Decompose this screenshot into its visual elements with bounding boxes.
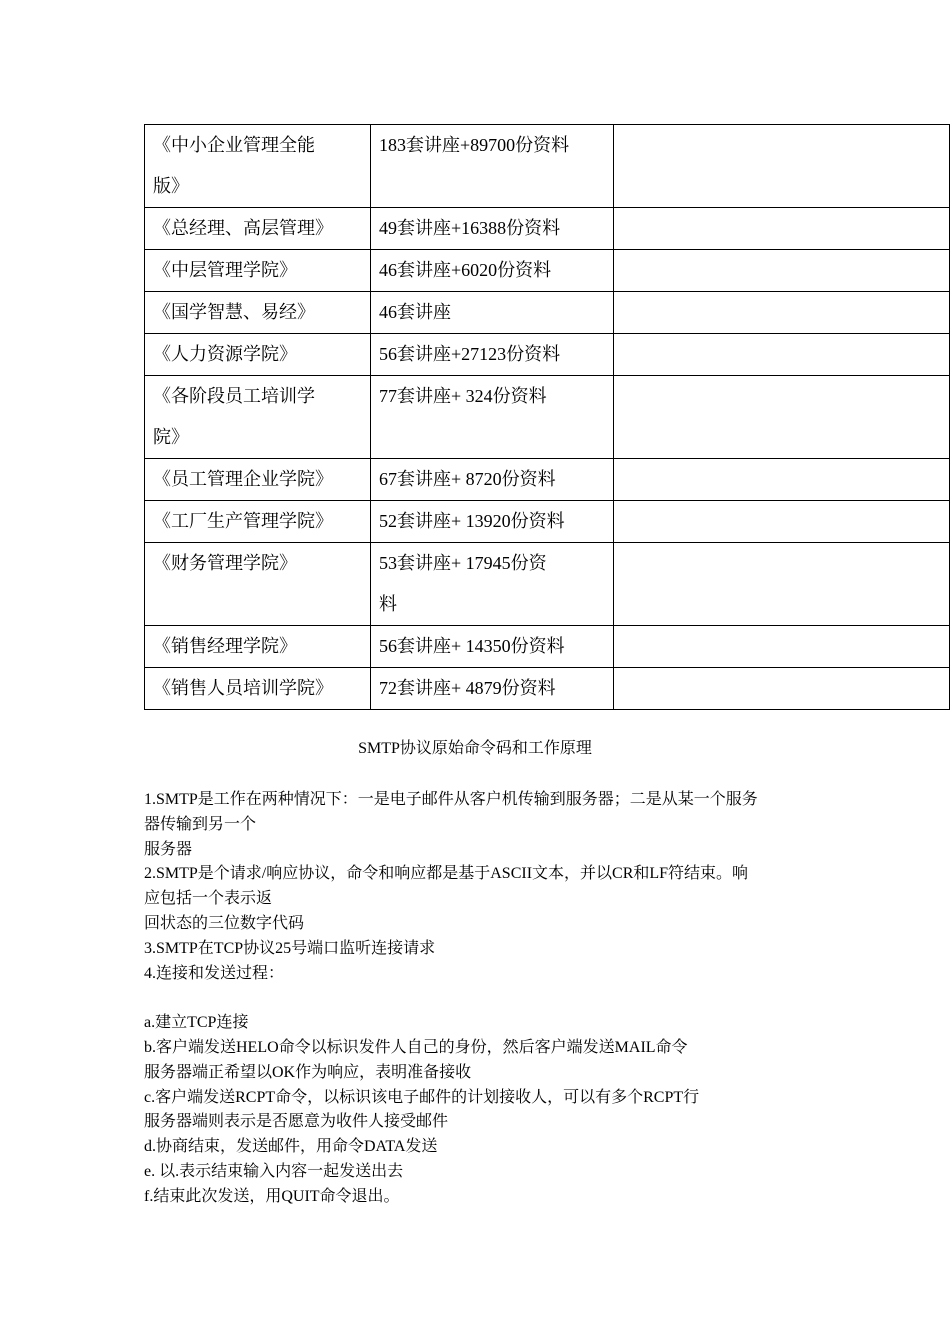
course-name-line: 《工厂生产管理学院》	[153, 511, 333, 531]
table-row	[145, 668, 950, 710]
course-name-line: 版》	[153, 176, 189, 196]
course-content-line: 料	[379, 594, 397, 614]
body-line: 2.SMTP是个请求/响应协议，命令和响应都是基于ASCII文本，并以CR和LF符结束。响	[144, 865, 749, 883]
body-line: 器传输到另一个	[144, 815, 257, 833]
course-content-cell	[371, 543, 614, 626]
body-line: 服务器端则表示是否愿意为收件人接受邮件	[144, 1113, 449, 1131]
course-content-cell	[371, 125, 614, 208]
body-line: d.协商结束，发送邮件，用命令DATA发送	[144, 1138, 438, 1156]
empty-cell	[614, 668, 950, 710]
empty-cell	[614, 459, 950, 501]
empty-cell	[614, 125, 950, 208]
empty-cell	[614, 250, 950, 292]
table-row	[145, 376, 950, 459]
empty-cell	[614, 501, 950, 543]
course-name-line: 《总经理、高层管理》	[153, 218, 333, 238]
course-content-line: 72套讲座+ 4879份资料	[379, 678, 556, 698]
course-name-line: 《中层管理学院》	[153, 260, 297, 280]
course-name-cell	[145, 292, 371, 334]
body-line: 4.连接和发送过程：	[144, 964, 285, 982]
course-name-line: 《财务管理学院》	[153, 553, 297, 573]
table-row	[145, 459, 950, 501]
empty-cell	[614, 626, 950, 668]
course-name-line: 《人力资源学院》	[153, 344, 297, 364]
course-content-line: 53套讲座+ 17945份资	[379, 553, 547, 573]
course-name-cell	[145, 376, 371, 459]
empty-cell	[614, 334, 950, 376]
course-name-line: 《国学智慧、易经》	[153, 302, 315, 322]
course-name-line: 《销售经理学院》	[153, 636, 297, 656]
course-name-cell	[145, 668, 371, 710]
table-row	[145, 208, 950, 250]
course-content-cell	[371, 250, 614, 292]
course-name-cell	[145, 543, 371, 626]
table-row	[145, 543, 950, 626]
course-name-line: 《员工管理企业学院》	[153, 469, 333, 489]
course-content-line: 183套讲座+89700份资料	[379, 135, 570, 155]
body-line: 1.SMTP是工作在两种情况下：一是电子邮件从客户机传输到服务器；二是从某一个服务	[144, 791, 758, 808]
body-line: c.客户端发送RCPT命令，以标识该电子邮件的计划接收人，可以有多个RCPT行	[144, 1088, 700, 1106]
table-row	[145, 292, 950, 334]
course-content-cell	[371, 459, 614, 501]
course-name-cell	[145, 125, 371, 208]
course-name-cell	[145, 501, 371, 543]
course-content-cell	[371, 376, 614, 459]
body-line: 回状态的三位数字代码	[144, 914, 305, 932]
body-line: f.结束此次发送，用QUIT命令退出。	[144, 1187, 400, 1205]
course-content-cell	[371, 668, 614, 710]
course-name-line: 院》	[153, 427, 189, 447]
course-content-cell	[371, 501, 614, 543]
course-name-line: 《各阶段员工培训学	[153, 386, 315, 406]
table-row	[145, 626, 950, 668]
course-content-line: 46套讲座+6020份资料	[379, 260, 552, 280]
course-content-cell	[371, 334, 614, 376]
blank-line	[144, 986, 824, 1011]
course-content-line: 67套讲座+ 8720份资料	[379, 469, 556, 489]
body-line: 服务器	[144, 840, 193, 858]
table-row	[145, 250, 950, 292]
course-content-cell	[371, 208, 614, 250]
body-line: 3.SMTP在TCP协议25号端口监听连接请求	[144, 939, 436, 957]
body-line: a.建立TCP连接	[144, 1014, 249, 1032]
course-name-cell	[145, 626, 371, 668]
article-body	[144, 788, 824, 1210]
article-title: SMTP协议原始命令码和工作原理	[358, 740, 592, 757]
course-name-line: 《中小企业管理全能	[153, 135, 315, 155]
course-catalog-table	[144, 124, 950, 710]
body-line: 服务器端正希望以OK作为响应，表明准备接收	[144, 1063, 472, 1081]
course-content-line: 46套讲座	[379, 302, 451, 322]
course-name-cell	[145, 459, 371, 501]
course-content-cell	[371, 626, 614, 668]
course-content-line: 52套讲座+ 13920份资料	[379, 511, 565, 531]
empty-cell	[614, 376, 950, 459]
course-content-line: 77套讲座+ 324份资料	[379, 386, 547, 406]
table-row	[145, 501, 950, 543]
course-name-cell	[145, 334, 371, 376]
empty-cell	[614, 208, 950, 250]
course-content-cell	[371, 292, 614, 334]
course-name-line: 《销售人员培训学院》	[153, 678, 333, 698]
body-line: 应包括一个表示返	[144, 890, 273, 908]
course-name-cell	[145, 250, 371, 292]
body-line: b.客户端发送HELO命令以标识发件人自己的身份，然后客户端发送MAIL命令	[144, 1038, 688, 1056]
empty-cell	[614, 292, 950, 334]
course-name-cell	[145, 208, 371, 250]
table-row	[145, 125, 950, 208]
table-row	[145, 334, 950, 376]
course-content-line: 56套讲座+ 14350份资料	[379, 636, 565, 656]
course-content-line: 49套讲座+16388份资料	[379, 218, 561, 238]
course-content-line: 56套讲座+27123份资料	[379, 344, 561, 364]
empty-cell	[614, 543, 950, 626]
body-line: e. 以.表示结束输入内容一起发送出去	[144, 1162, 404, 1180]
